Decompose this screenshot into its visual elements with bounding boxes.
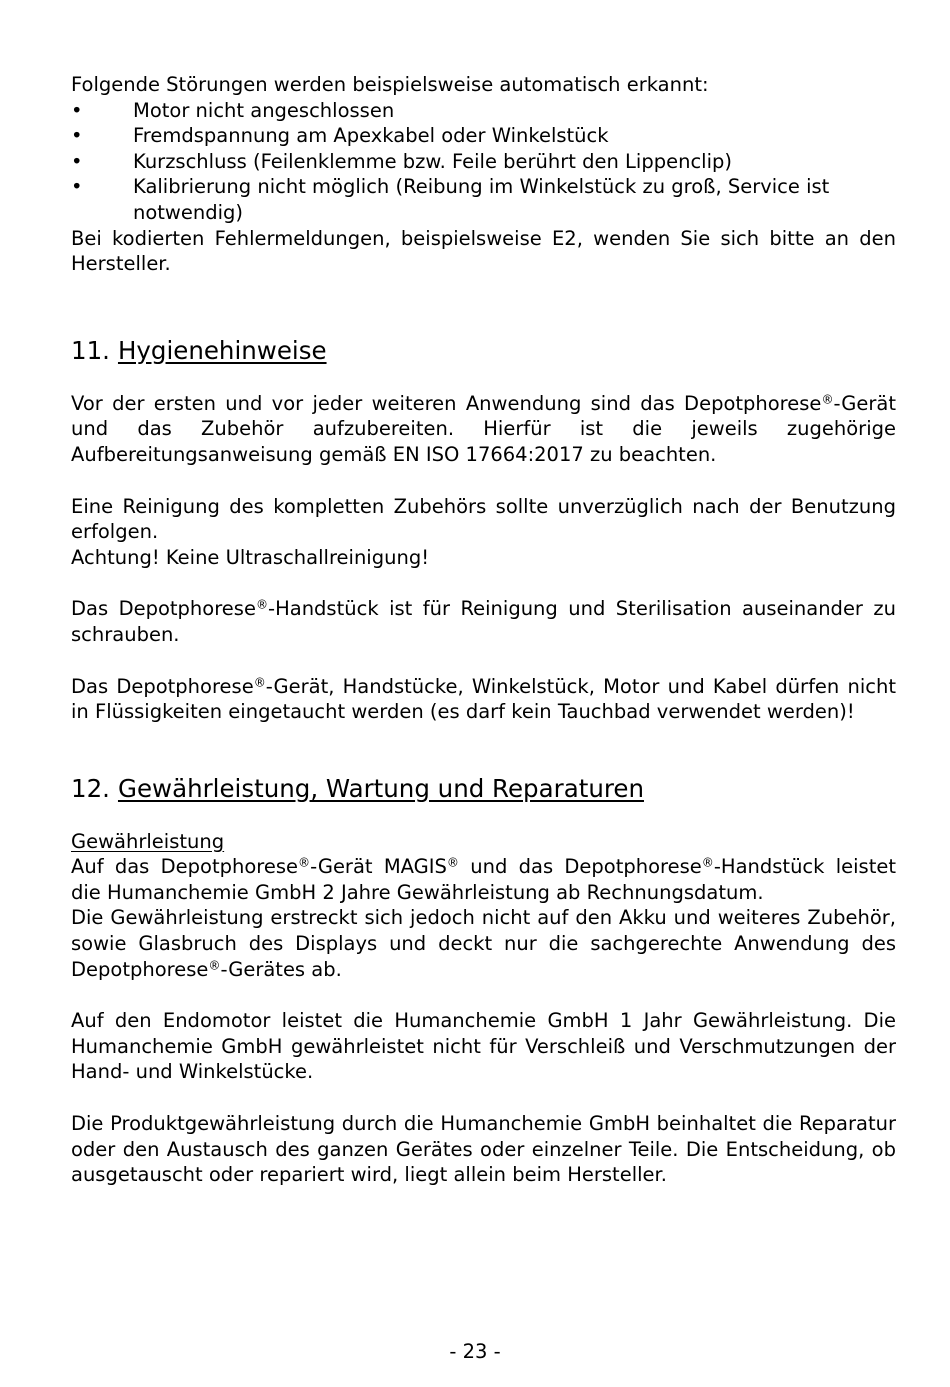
bullet-icon: • [71,175,83,199]
warranty-paragraph-4: Die Produktgewährleistung durch die Humanchemie GmbH beinhaltet die Reparatur oder den Austausch des ganzen Gerätes oder einzelner Teile. Die Entscheidung, ob ausgetauscht oder repariert wird, liegt allein beim Hersteller. [71,1112,896,1187]
section-number: 11. [71,335,110,365]
registered-mark: ® [208,958,221,973]
registered-mark: ® [253,674,266,689]
hygiene-warning: Achtung! Keine Ultraschallreinigung! [71,545,430,569]
registered-mark: ® [298,855,311,870]
section-12-heading [71,774,896,804]
bullet-icon: • [71,98,83,122]
error-text: Kalibrierung nicht möglich (Reibung im Winkelstück zu groß, Service ist notwendig) [133,175,830,224]
warranty-paragraph-2: Die Gewährleistung erstreckt sich jedoch nicht auf den Akku und weiteres Zubehör, sowie Glasbruch des Displays und deckt nur die sachgerechte Anwendung des Depotphorese®-Gerätes ab. [71,906,896,981]
warranty-subheading: Gewährleistung [71,829,225,853]
list-item [71,174,896,225]
hygiene-paragraph-4: Das Depotphorese®-Gerät, Handstücke, Winkelstück, Motor und Kabel dürfen nicht in Flüssigkeiten eingetaucht werden (es darf kein Tauchbad verwendet werden)! [71,674,896,724]
registered-mark: ® [446,855,459,870]
section-title: Gewährleistung, Wartung und Reparaturen [117,773,644,803]
errors-intro: Folgende Störungen werden beispielsweise automatisch erkannt: [71,73,709,96]
page-number: - 23 - [449,1340,501,1363]
hygiene-paragraph-2: Eine Reinigung des kompletten Zubehörs sollte unverzüglich nach der Benutzung erfolgen. [71,494,896,544]
coded-errors-note: Bei kodierten Fehlermeldungen, beispielsweise E2, wenden Sie sich bitte an den Hersteller. [71,226,896,276]
list-item [71,98,896,124]
section-number: 12. [71,773,110,803]
list-item [71,149,896,175]
error-text: Fremdspannung am Apexkabel oder Winkelstück [133,124,609,148]
warranty-paragraph-1: Auf das Depotphorese®-Gerät MAGIS® und das Depotphorese®-Handstück leistet die Humanchemie GmbH 2 Jahre Gewährleistung ab Rechnungsdatum. [71,855,897,904]
registered-mark: ® [701,855,714,870]
registered-mark: ® [255,597,269,612]
bullet-icon: • [71,149,83,173]
error-list [71,98,896,226]
hygiene-paragraph-1: Vor der ersten und vor jeder weiteren Anwendung sind das Depotphorese®-Gerät und das Zubehör aufzubereiten. Hierfür ist die jeweils zugehörige Aufbereitungsanweisung gemäß EN ISO 17664:2017 zu beachten. [71,391,896,466]
registered-mark: ® [821,392,834,407]
error-text: Motor nicht angeschlossen [133,98,395,122]
list-item [71,123,896,149]
section-11-heading [71,336,896,366]
error-text: Kurzschluss (Feilenklemme bzw. Feile berührt den Lippenclip) [133,149,732,173]
page-content [71,72,896,1188]
bullet-icon: • [71,124,83,148]
section-title: Hygienehinweise [117,335,327,365]
warranty-paragraph-3: Auf den Endomotor leistet die Humanchemie GmbH 1 Jahr Gewährleistung. Die Humanchemie GmbH gewährleistet nicht für Verschleiß und Verschmutzungen der Hand- und Winkelstücke. [71,1009,896,1084]
hygiene-paragraph-3: Das Depotphorese®-Handstück ist für Reinigung und Sterilisation auseinander zu schrauben. [71,597,897,646]
